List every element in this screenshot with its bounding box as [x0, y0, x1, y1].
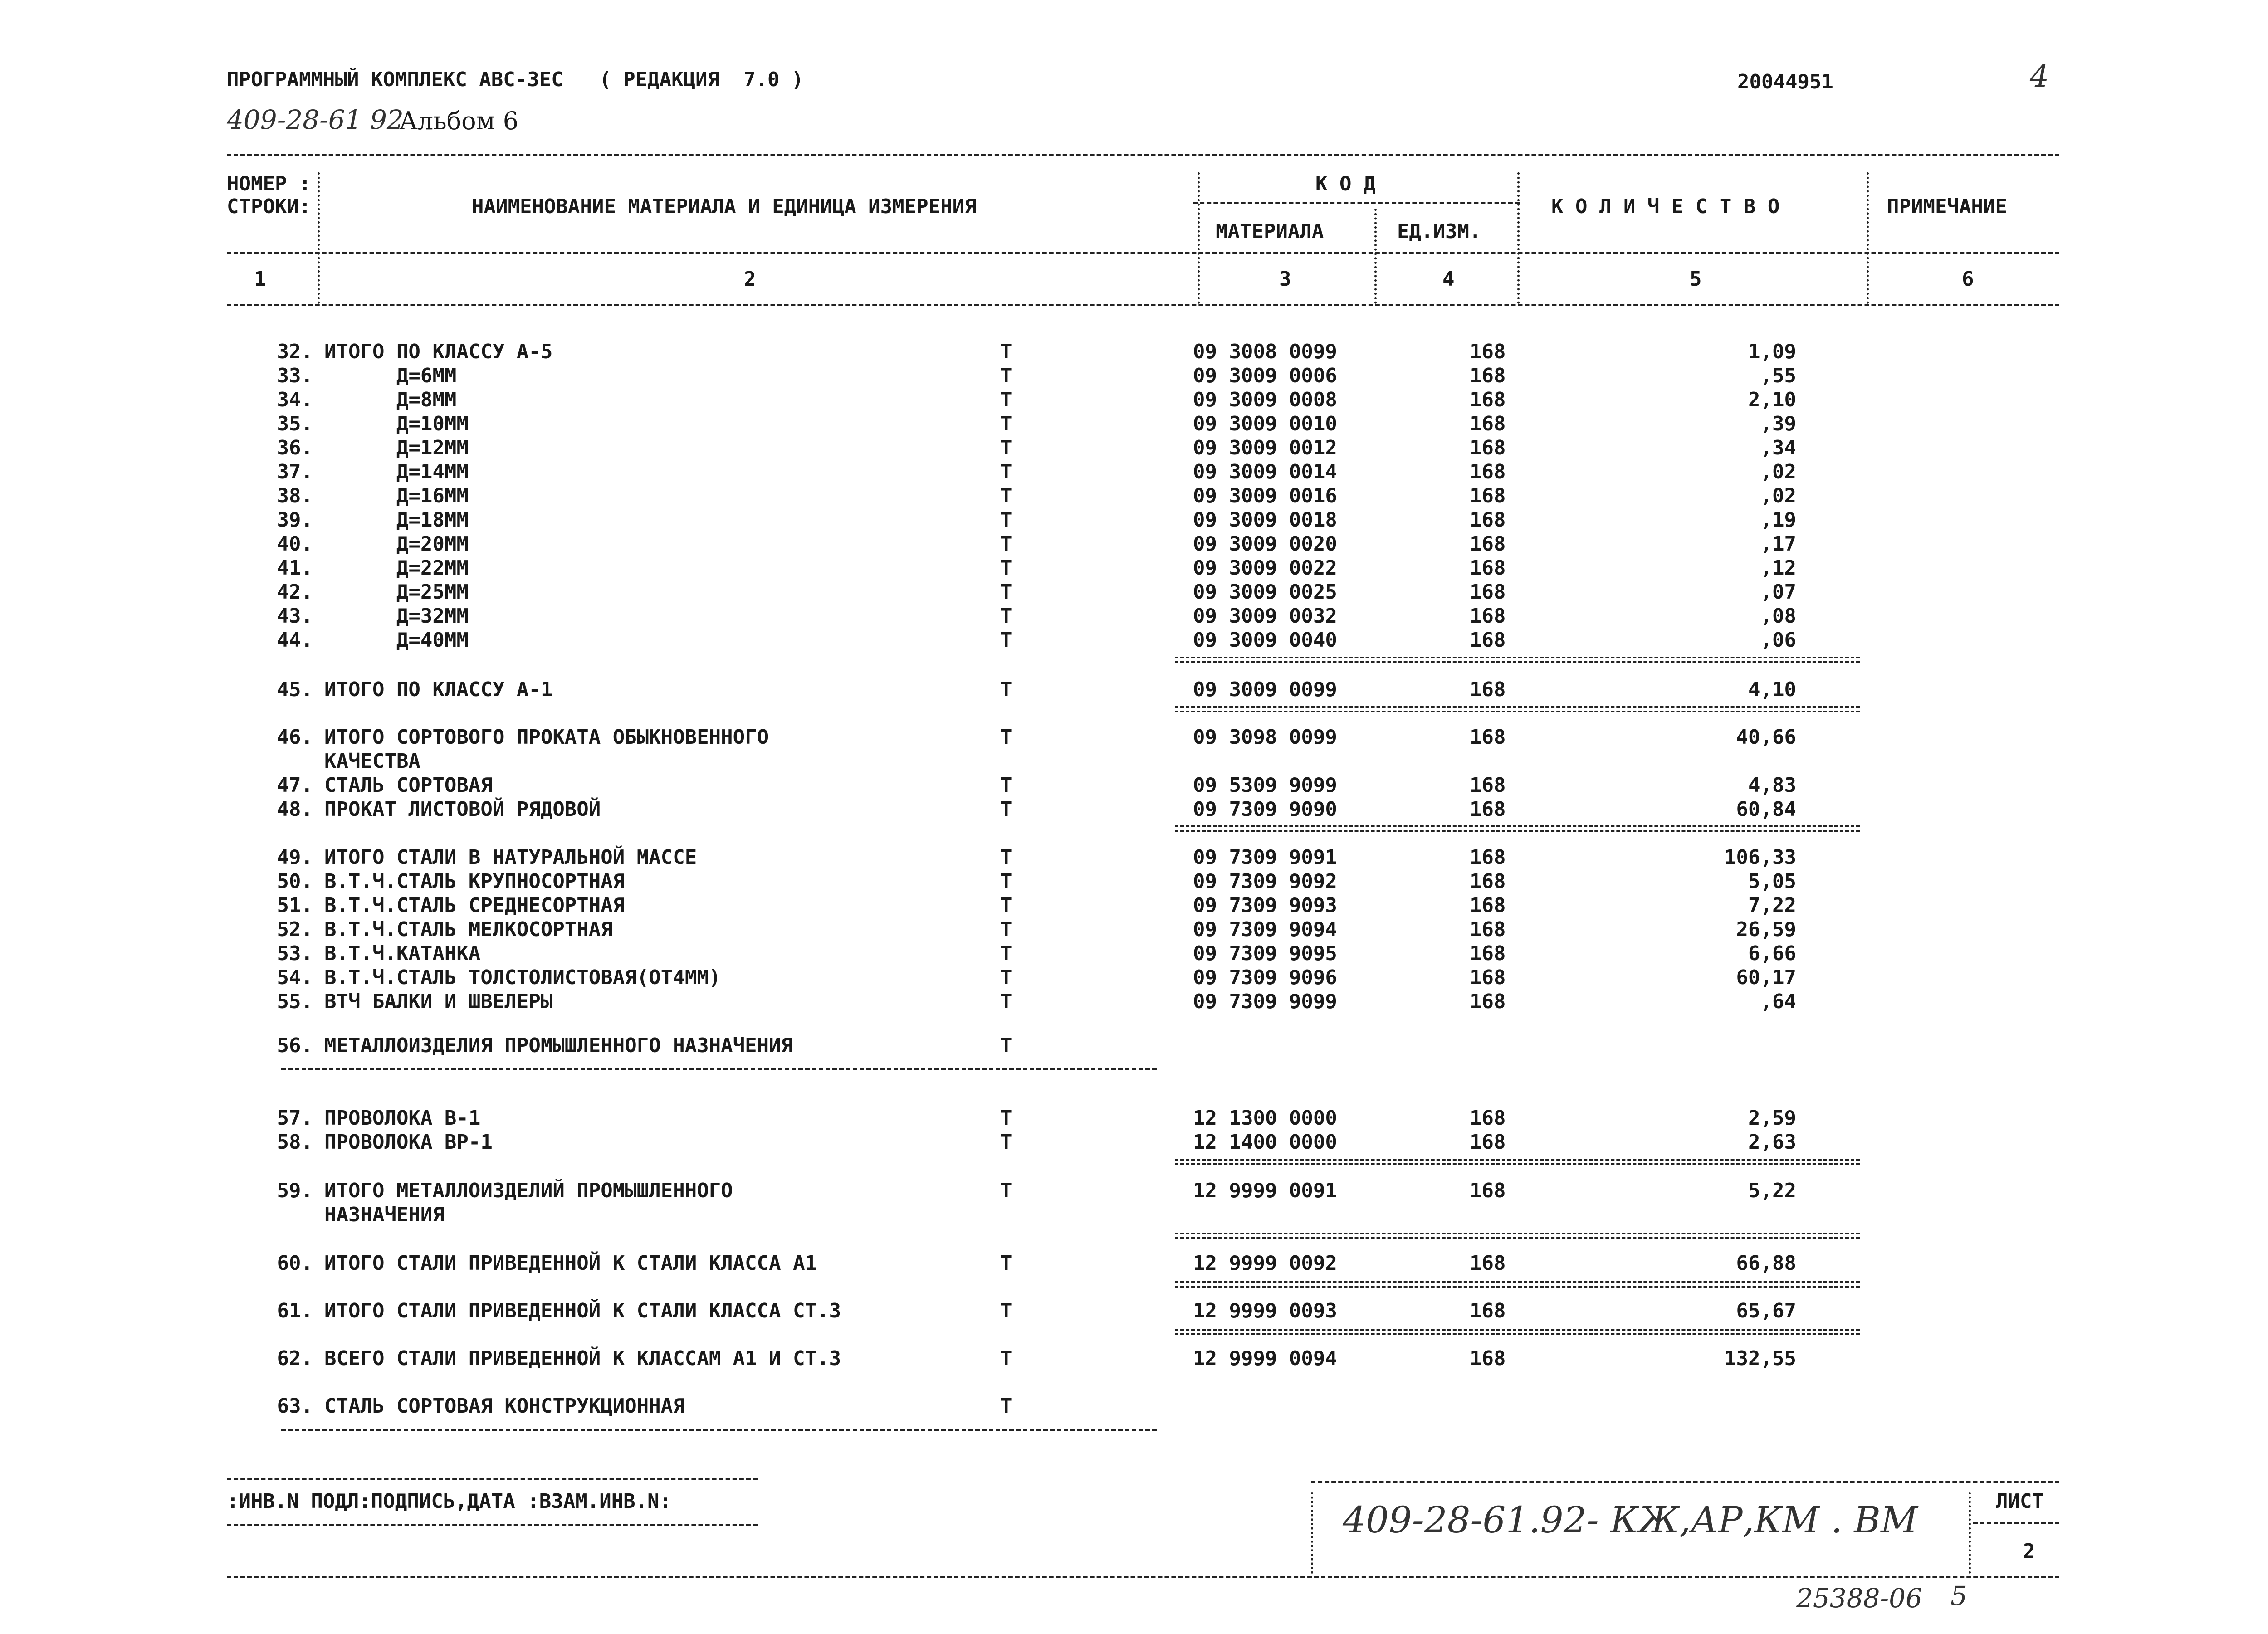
album-label: Альбом 6 — [399, 107, 519, 135]
table-row: 41. Д=22ММ Т 09 3009 0022 168 ,12 — [277, 556, 1796, 580]
footer-rule-top-left — [227, 1478, 758, 1480]
header-code-title: К О Д — [1315, 172, 1376, 195]
header-sep-1 — [318, 172, 320, 304]
header-sep-5 — [1867, 172, 1869, 304]
table-row: 55. ВТЧ БАЛКИ И ШВЕЛЕРЫ Т 09 7309 9099 168 ,64 — [277, 990, 1796, 1013]
footer-rule-bottom — [227, 1576, 2059, 1578]
table-row: 60. ИТОГО СТАЛИ ПРИВЕДЕННОЙ К СТАЛИ КЛАССА А1 Т 12 9999 0092 168 66,88 — [277, 1252, 1796, 1275]
footer-sheet-label: ЛИСТ — [1996, 1490, 2044, 1513]
header-note: ПРИМЕЧАНИЕ — [1887, 195, 2007, 218]
archive-page: 5 — [1950, 1580, 1967, 1611]
footer-rule-mid-left — [227, 1524, 758, 1526]
table-row: 47. СТАЛЬ СОРТОВАЯ Т 09 5309 9099 168 4,83 — [277, 774, 1796, 797]
table-row: 56. МЕТАЛЛОИЗДЕЛИЯ ПРОМЫШЛЕННОГО НАЗНАЧЕНИЯ Т — [277, 1034, 1012, 1057]
table-row: 48. ПРОКАТ ЛИСТОВОЙ РЯДОВОЙ Т 09 7309 9090 168 60,84 — [277, 798, 1796, 821]
header-sep-4 — [1517, 172, 1520, 304]
header-sep-2 — [1198, 172, 1200, 304]
header-col-number-6: 6 — [1962, 268, 1974, 291]
footer-rule-top-right — [1311, 1481, 2059, 1483]
table-row: 53. В.Т.Ч.КАТАНКА Т 09 7309 9095 168 6,66 — [277, 942, 1796, 965]
table-row-continuation: НАЗНАЧЕНИЯ — [324, 1203, 445, 1226]
table-row: 49. ИТОГО СТАЛИ В НАТУРАЛЬНОЙ МАССЕ Т 09 7309 9091 168 106,33 — [277, 846, 1796, 869]
header-mid-rule — [227, 252, 2059, 254]
table-row: 58. ПРОВОЛОКА ВР-1 Т 12 1400 0000 168 2,63 — [277, 1131, 1796, 1154]
table-row: 52. В.Т.Ч.СТАЛЬ МЕЛКОСОРТНАЯ Т 09 7309 9094 168 26,59 — [277, 918, 1796, 941]
table-row: 43. Д=32ММ Т 09 3009 0032 168 ,08 — [277, 605, 1796, 628]
subtotal-rule — [1175, 1281, 1860, 1288]
header-top-rule — [227, 154, 2059, 156]
table-row: 61. ИТОГО СТАЛИ ПРИВЕДЕННОЙ К СТАЛИ КЛАССА СТ.3 Т 12 9999 0093 168 65,67 — [277, 1299, 1796, 1322]
table-row: 44. Д=40ММ Т 09 3009 0040 168 ,06 — [277, 629, 1796, 652]
subtotal-rule — [1175, 1233, 1860, 1239]
table-row: 38. Д=16ММ Т 09 3009 0016 168 ,02 — [277, 484, 1796, 507]
header-row-number-2: СТРОКИ: — [227, 195, 311, 218]
header-col-number-4: 4 — [1442, 268, 1455, 291]
footer-stamp-code: 409-28-61.92- КЖ,АР,КМ . ВМ — [1343, 1499, 1918, 1541]
table-row-continuation: КАЧЕСТВА — [324, 750, 420, 773]
table-row: 50. В.Т.Ч.СТАЛЬ КРУПНОСОРТНАЯ Т 09 7309 9092 168 5,05 — [277, 870, 1796, 893]
section-rule — [281, 1429, 1157, 1431]
table-row: 45. ИТОГО ПО КЛАССУ А-1 Т 09 3009 0099 168 4,10 — [277, 678, 1796, 701]
table-row: 42. Д=25ММ Т 09 3009 0025 168 ,07 — [277, 580, 1796, 604]
header-code-material: МАТЕРИАЛА — [1216, 220, 1324, 243]
footer-inventory-line: :ИНВ.N ПОДЛ:ПОДПИСЬ,ДАТА :ВЗАМ.ИНВ.N: — [227, 1490, 672, 1513]
subtotal-rule — [1175, 706, 1860, 712]
footer-sheet-number: 2 — [2023, 1540, 2035, 1563]
footer-stamp-sep-left — [1311, 1492, 1313, 1574]
table-row: 62. ВСЕГО СТАЛИ ПРИВЕДЕННОЙ К КЛАССАМ А1 И СТ.3 Т 12 9999 0094 168 132,55 — [277, 1347, 1796, 1370]
footer-stamp-sep-right — [1969, 1492, 1971, 1574]
table-row: 32. ИТОГО ПО КЛАССУ А-5 Т 09 3008 0099 168 1,09 — [277, 340, 1796, 363]
table-row: 57. ПРОВОЛОКА В-1 Т 12 1300 0000 168 2,59 — [277, 1107, 1796, 1130]
subtotal-rule — [1175, 1159, 1860, 1165]
header-row-number-1: НОМЕР : — [227, 172, 311, 195]
table-row: 46. ИТОГО СОРТОВОГО ПРОКАТА ОБЫКНОВЕННОГО Т 09 3098 0099 168 40,66 — [277, 726, 1796, 749]
doc-code-handwritten: 409-28-61 92 — [227, 104, 404, 135]
table-row: 54. В.Т.Ч.СТАЛЬ ТОЛСТОЛИСТОВАЯ(ОТ4ММ) Т 09 7309 9096 168 60,17 — [277, 966, 1796, 989]
code-sub-rule — [1193, 202, 1520, 204]
header-col-number-3: 3 — [1279, 268, 1291, 291]
table-row: 51. В.Т.Ч.СТАЛЬ СРЕДНЕСОРТНАЯ Т 09 7309 9093 168 7,22 — [277, 894, 1796, 917]
header-col-number-5: 5 — [1690, 268, 1702, 291]
table-row: 36. Д=12ММ Т 09 3009 0012 168 ,34 — [277, 436, 1796, 459]
header-col-number-1: 1 — [254, 268, 266, 291]
table-row: 35. Д=10ММ Т 09 3009 0010 168 ,39 — [277, 412, 1796, 435]
header-sep-3 — [1374, 209, 1377, 304]
subtotal-rule — [1175, 657, 1860, 663]
header-code-unit: ЕД.ИЗМ. — [1397, 220, 1481, 243]
table-row: 59. ИТОГО МЕТАЛЛОИЗДЕЛИЙ ПРОМЫШЛЕННОГО Т 12 9999 0091 168 5,22 — [277, 1179, 1796, 1202]
header-material-name: НАИМЕНОВАНИЕ МАТЕРИАЛА И ЕДИНИЦА ИЗМЕРЕНИЯ — [472, 195, 977, 218]
header-col-number-2: 2 — [744, 268, 756, 291]
archive-number: 25388-06 — [1796, 1583, 1922, 1614]
program-line: ПРОГРАММНЫЙ КОМПЛЕКС АВС-ЗЕС ( РЕДАКЦИЯ 7.0 ) — [227, 68, 804, 91]
table-row: 37. Д=14ММ Т 09 3009 0014 168 ,02 — [277, 460, 1796, 483]
subtotal-rule — [1175, 825, 1860, 832]
table-row: 34. Д=8ММ Т 09 3009 0008 168 2,10 — [277, 388, 1796, 411]
header-bottom-rule — [227, 304, 2059, 306]
footer-sheet-rule — [1973, 1522, 2059, 1524]
table-row: 63. СТАЛЬ СОРТОВАЯ КОНСТРУКЦИОННАЯ Т — [277, 1395, 1012, 1418]
section-rule — [281, 1068, 1157, 1070]
table-row: 40. Д=20ММ Т 09 3009 0020 168 ,17 — [277, 532, 1796, 556]
table-row: 33. Д=6ММ Т 09 3009 0006 168 ,55 — [277, 364, 1796, 387]
table-row: 39. Д=18ММ Т 09 3009 0018 168 ,19 — [277, 508, 1796, 532]
page-mark: 4 — [2030, 59, 2049, 94]
doc-number: 20044951 — [1737, 70, 1833, 93]
subtotal-rule — [1175, 1329, 1860, 1335]
header-quantity: К О Л И Ч Е С Т В О — [1551, 195, 1780, 218]
